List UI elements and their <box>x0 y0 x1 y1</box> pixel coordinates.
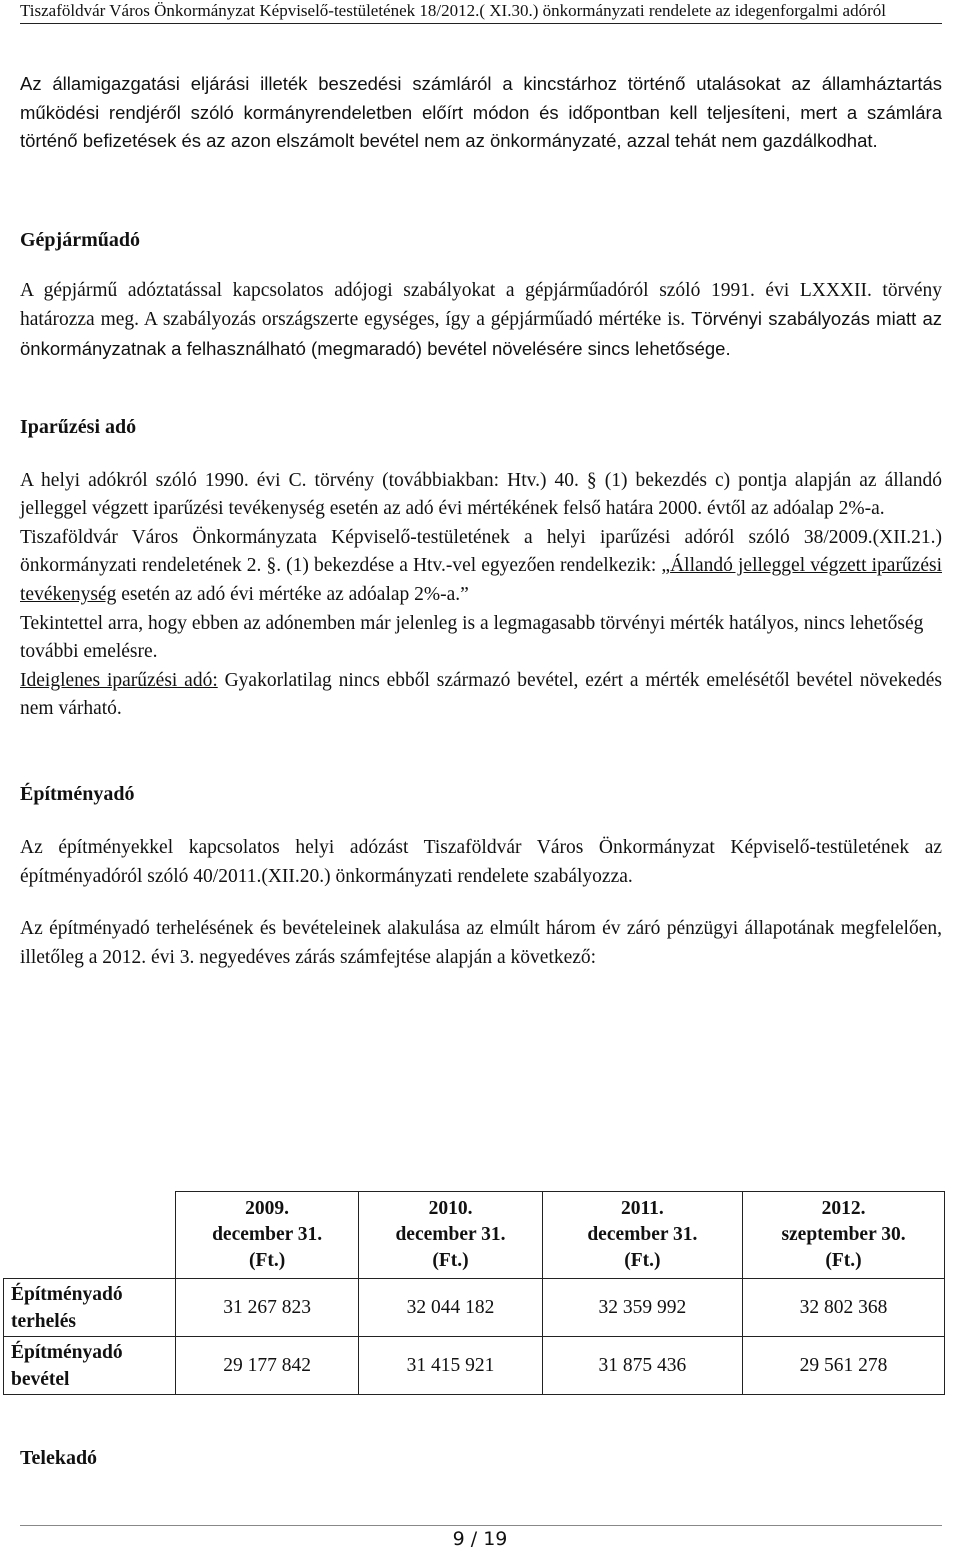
table-header-2011: 2011. december 31. (Ft.) <box>542 1192 742 1279</box>
section-title-telekado: Telekadó <box>20 1447 98 1469</box>
iparuzesi-text-2b: esetén az adó évi mértéke az adóalap 2%-a.” <box>116 583 469 605</box>
intro-paragraph: Az államigazgatási eljárási illeték beszedési számláról a kincstárhoz történő utalásokat az államháztartás működési rendjéről szóló kormányrendeletben előírt módon és időpontban kell teljesíteni, mert a számlára történő befizetések és az azon elszámolt bevétel nem az önkormányzaté, azzal tehát nem gazdálkodhat. <box>20 73 942 152</box>
epitmenyado-paragraph-1: Az építményekkel kapcsolatos helyi adózást Tiszaföldvár Város Önkormányzat Képviselő-testületének az építményadóról szóló 40/2011.(XII.20.) önkormányzati rendelete szabályozza. <box>20 836 942 887</box>
iparuzesi-paragraph-3: Tekintettel arra, hogy ebben az adónemben már jelenleg is a legmagasabb törvényi mérték hatályos, nincs lehetőség további emelésre. <box>20 612 924 663</box>
table-row <box>4 1279 945 1337</box>
table-header-2010: 2010. december 31. (Ft.) <box>359 1192 542 1279</box>
ideiglenes-label: Ideiglenes iparűzési adó: <box>20 669 218 691</box>
epitmenyado-paragraph-2: Az építményadó terhelésének és bevételeinek alakulása az elmúlt három év záró pénzügyi állapotának megfelelően, illetőleg a 2012. évi 3. negyedéves zárás számfejtése alapján a következő: <box>20 918 942 968</box>
section-title-gepjarmuado: Gépjárműadó <box>20 228 140 251</box>
table-cell: 32 359 992 <box>542 1279 742 1337</box>
page-header <box>20 0 942 24</box>
iparuzesi-text-2a: Tiszaföldvár Város Önkormányzata Képviselő-testületének a helyi iparűzési adóról szóló 38/2009.(XII.21.) önkormányzati rendeletének 2. §. (1) bekezdése a Htv.-vel egyezően rendelkezik: „ <box>20 526 942 577</box>
document-body <box>20 70 942 972</box>
iparuzesi-text-underlined: Állandó jelleggel végzett iparűzési tevékenység <box>20 555 942 605</box>
table-cell: 31 415 921 <box>359 1337 542 1395</box>
epitmenyado-table <box>3 1191 945 1395</box>
table-header-2012: 2012. szeptember 30. (Ft.) <box>743 1192 945 1279</box>
iparuzesi-paragraph-4 <box>20 667 942 724</box>
table-cell: 32 044 182 <box>359 1279 542 1337</box>
section-title-epitmenyado: Építményadó <box>20 782 135 805</box>
table-cell: 29 177 842 <box>175 1337 358 1395</box>
page-header-text: Tiszaföldvár Város Önkormányzat Képviselő-testületének 18/2012.( XI.30.) önkormányzati rendelete az idegenforgalmi adóról <box>20 1 886 20</box>
table-cell: 29 561 278 <box>743 1337 945 1395</box>
gepjarmuado-text-2: Törvényi szabályozás miatt az önkormányzatnak a felhasználható (megmaradó) bevétel növelésére sincs lehetősége. <box>20 308 943 359</box>
ideiglenes-text: Gyakorlatilag nincs ebből származó bevétel, ezért a mérték emelésétől bevétel növekedés nem várható. <box>20 669 942 720</box>
table-header-row <box>4 1192 945 1279</box>
table-header-2009: 2009. december 31. (Ft.) <box>175 1192 358 1279</box>
table-cell: 31 267 823 <box>175 1279 358 1337</box>
table-corner-cell <box>4 1192 176 1279</box>
iparuzesi-paragraph-1: A helyi adókról szóló 1990. évi C. törvény (továbbiakban: Htv.) 40. § (1) bekezdés c) pontja alapján az állandó jelleggel végzett iparűzési tevékenység esetén az adó évi mértékének felső határa 2000. évtől az adóalap 2%-a. <box>20 469 942 520</box>
page-number: 9 / 19 <box>452 1528 508 1550</box>
iparuzesi-paragraph-2 <box>20 524 942 610</box>
table-row <box>4 1337 945 1395</box>
table-cell: 32 802 368 <box>743 1279 945 1337</box>
row-label-terheles: Építményadó terhelés <box>4 1279 176 1337</box>
gepjarmuado-paragraph-1 <box>20 277 942 365</box>
footer-divider <box>20 1525 942 1526</box>
row-label-bevetel: Építményadó bevétel <box>4 1337 176 1395</box>
section-title-iparuzesi-ado: Iparűzési adó <box>20 415 137 438</box>
table-cell: 31 875 436 <box>542 1337 742 1395</box>
gepjarmuado-text-1: A gépjármű adóztatással kapcsolatos adójogi szabályokat a gépjárműadóról szóló 1991. évi LXXXII. törvény határozza meg. A szabályozás országszerte egységes, így a gépjárműadó mértéke is. <box>20 279 942 331</box>
